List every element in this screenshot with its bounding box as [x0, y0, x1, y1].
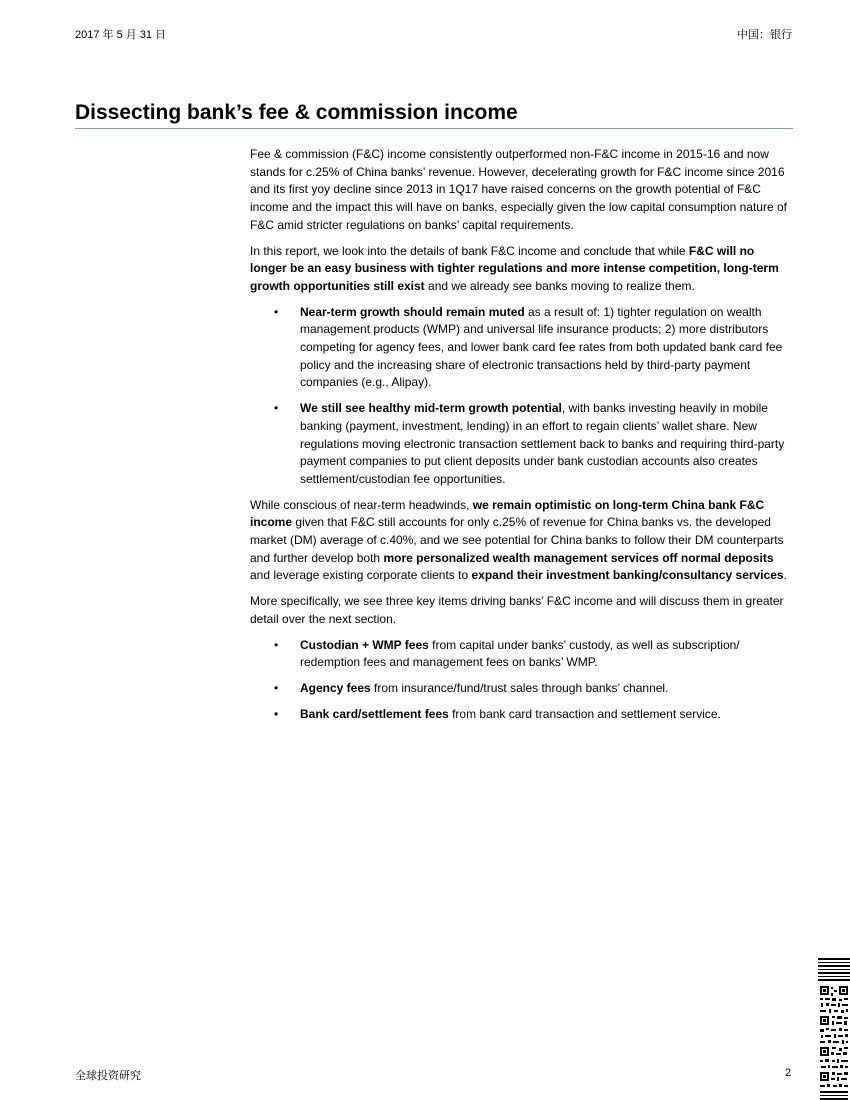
bullet-icon: • [274, 706, 279, 721]
p3-text-g: . [783, 568, 787, 583]
header-date: 2017 年 5 月 31 日 [75, 29, 167, 41]
p3-bold-b: we remain optimistic on long-term China bank F&C income [250, 497, 765, 530]
paragraph-2 [250, 243, 792, 296]
paragraph-3 [250, 497, 792, 586]
bullet-icon: • [274, 401, 279, 416]
bullet-bold: We still see healthy mid-term growth potential [300, 401, 562, 416]
list-item [250, 304, 792, 393]
list-item [250, 706, 792, 724]
p2-text-c: and we already see banks moving to realize them. [424, 278, 695, 293]
page-title: Dissecting bank’s fee & commission income [75, 100, 793, 129]
body-column [250, 146, 792, 731]
footer-source: 全球投资研究 [75, 1070, 141, 1082]
bullet-bold: Bank card/settlement fees [300, 706, 449, 721]
bullet-bold: Custodian + WMP fees [300, 637, 429, 652]
p3-text-a: While conscious of near-term headwinds, [250, 497, 473, 512]
header-section-label: 中国：银行 [737, 29, 792, 41]
bullet-text: from capital under banks’ custody, as well as subscription/ redemption fees and management fees on banks’ WMP. [300, 637, 740, 670]
p2-text-a: In this report, we look into the details of bank F&C income and conclude that while [250, 243, 689, 258]
bullet-bold: Agency fees [300, 680, 371, 695]
bullet-list-1 [250, 304, 792, 489]
page-number: 2 [785, 1067, 792, 1079]
p3-text-c: given that F&C still accounts for only c.25% of revenue for China banks vs. the developed market (DM) average of c.40%, and we see potential for China banks to follow their DM counterparts and further develop both [250, 515, 784, 565]
qr-code-icon [818, 958, 850, 1100]
bullet-text: from bank card transaction and settlement service. [448, 706, 721, 721]
p3-bold-f: expand their investment banking/consultancy services [471, 568, 784, 583]
bullet-text: from insurance/fund/trust sales through banks’ channel. [370, 680, 669, 695]
paragraph-4: More specifically, we see three key items driving banks’ F&C income and will discuss them in greater detail over the next section. [250, 594, 784, 626]
bullet-icon: • [274, 680, 279, 695]
paragraph-1: Fee & commission (F&C) income consistently outperformed non-F&C income in 2015-16 and now stands for c.25% of China banks’ revenue. However, decelerating growth for F&C income since 2016 and its first yoy decline since 2013 in 1Q17 have raised concerns on the growth potential of F&C income and the impact this will have on banks, especially given the low capital consumption nature of F&C amid stricter regulations on banks’ capital requirements. [250, 147, 787, 232]
list-item [250, 400, 792, 489]
list-item [250, 637, 792, 672]
p3-text-e: and leverage existing corporate clients to [250, 568, 472, 583]
bullet-bold: Near-term growth should remain muted [300, 304, 525, 319]
p2-bold: F&C will no longer be an easy business with tighter regulations and more intense competition, long-term growth opportunities still exist [250, 243, 779, 293]
bullet-text: as a result of: 1) tighter regulation on wealth management products (WMP) and universal life insurance products; 2) more distributors competing for agency fees, and lower bank card fee rates from both updated bank card fee policy and the increasing share of electronic transactions held by third-party payment companies (e.g., Alipay). [300, 304, 783, 390]
bullet-icon: • [274, 637, 279, 652]
p3-bold-d: more personalized wealth management services off normal deposits [383, 550, 774, 565]
list-item [250, 680, 792, 698]
bullet-icon: • [274, 304, 279, 319]
bullet-text: , with banks investing heavily in mobile banking (payment, investment, lending) in an effort to regain clients’ wallet share. New regulations moving electronic transaction settlement back to banks and requiring third-party payment companies to put client deposits under bank custodian accounts also creates settlement/custodian fee opportunities. [300, 401, 785, 486]
bullet-list-2 [250, 637, 792, 724]
